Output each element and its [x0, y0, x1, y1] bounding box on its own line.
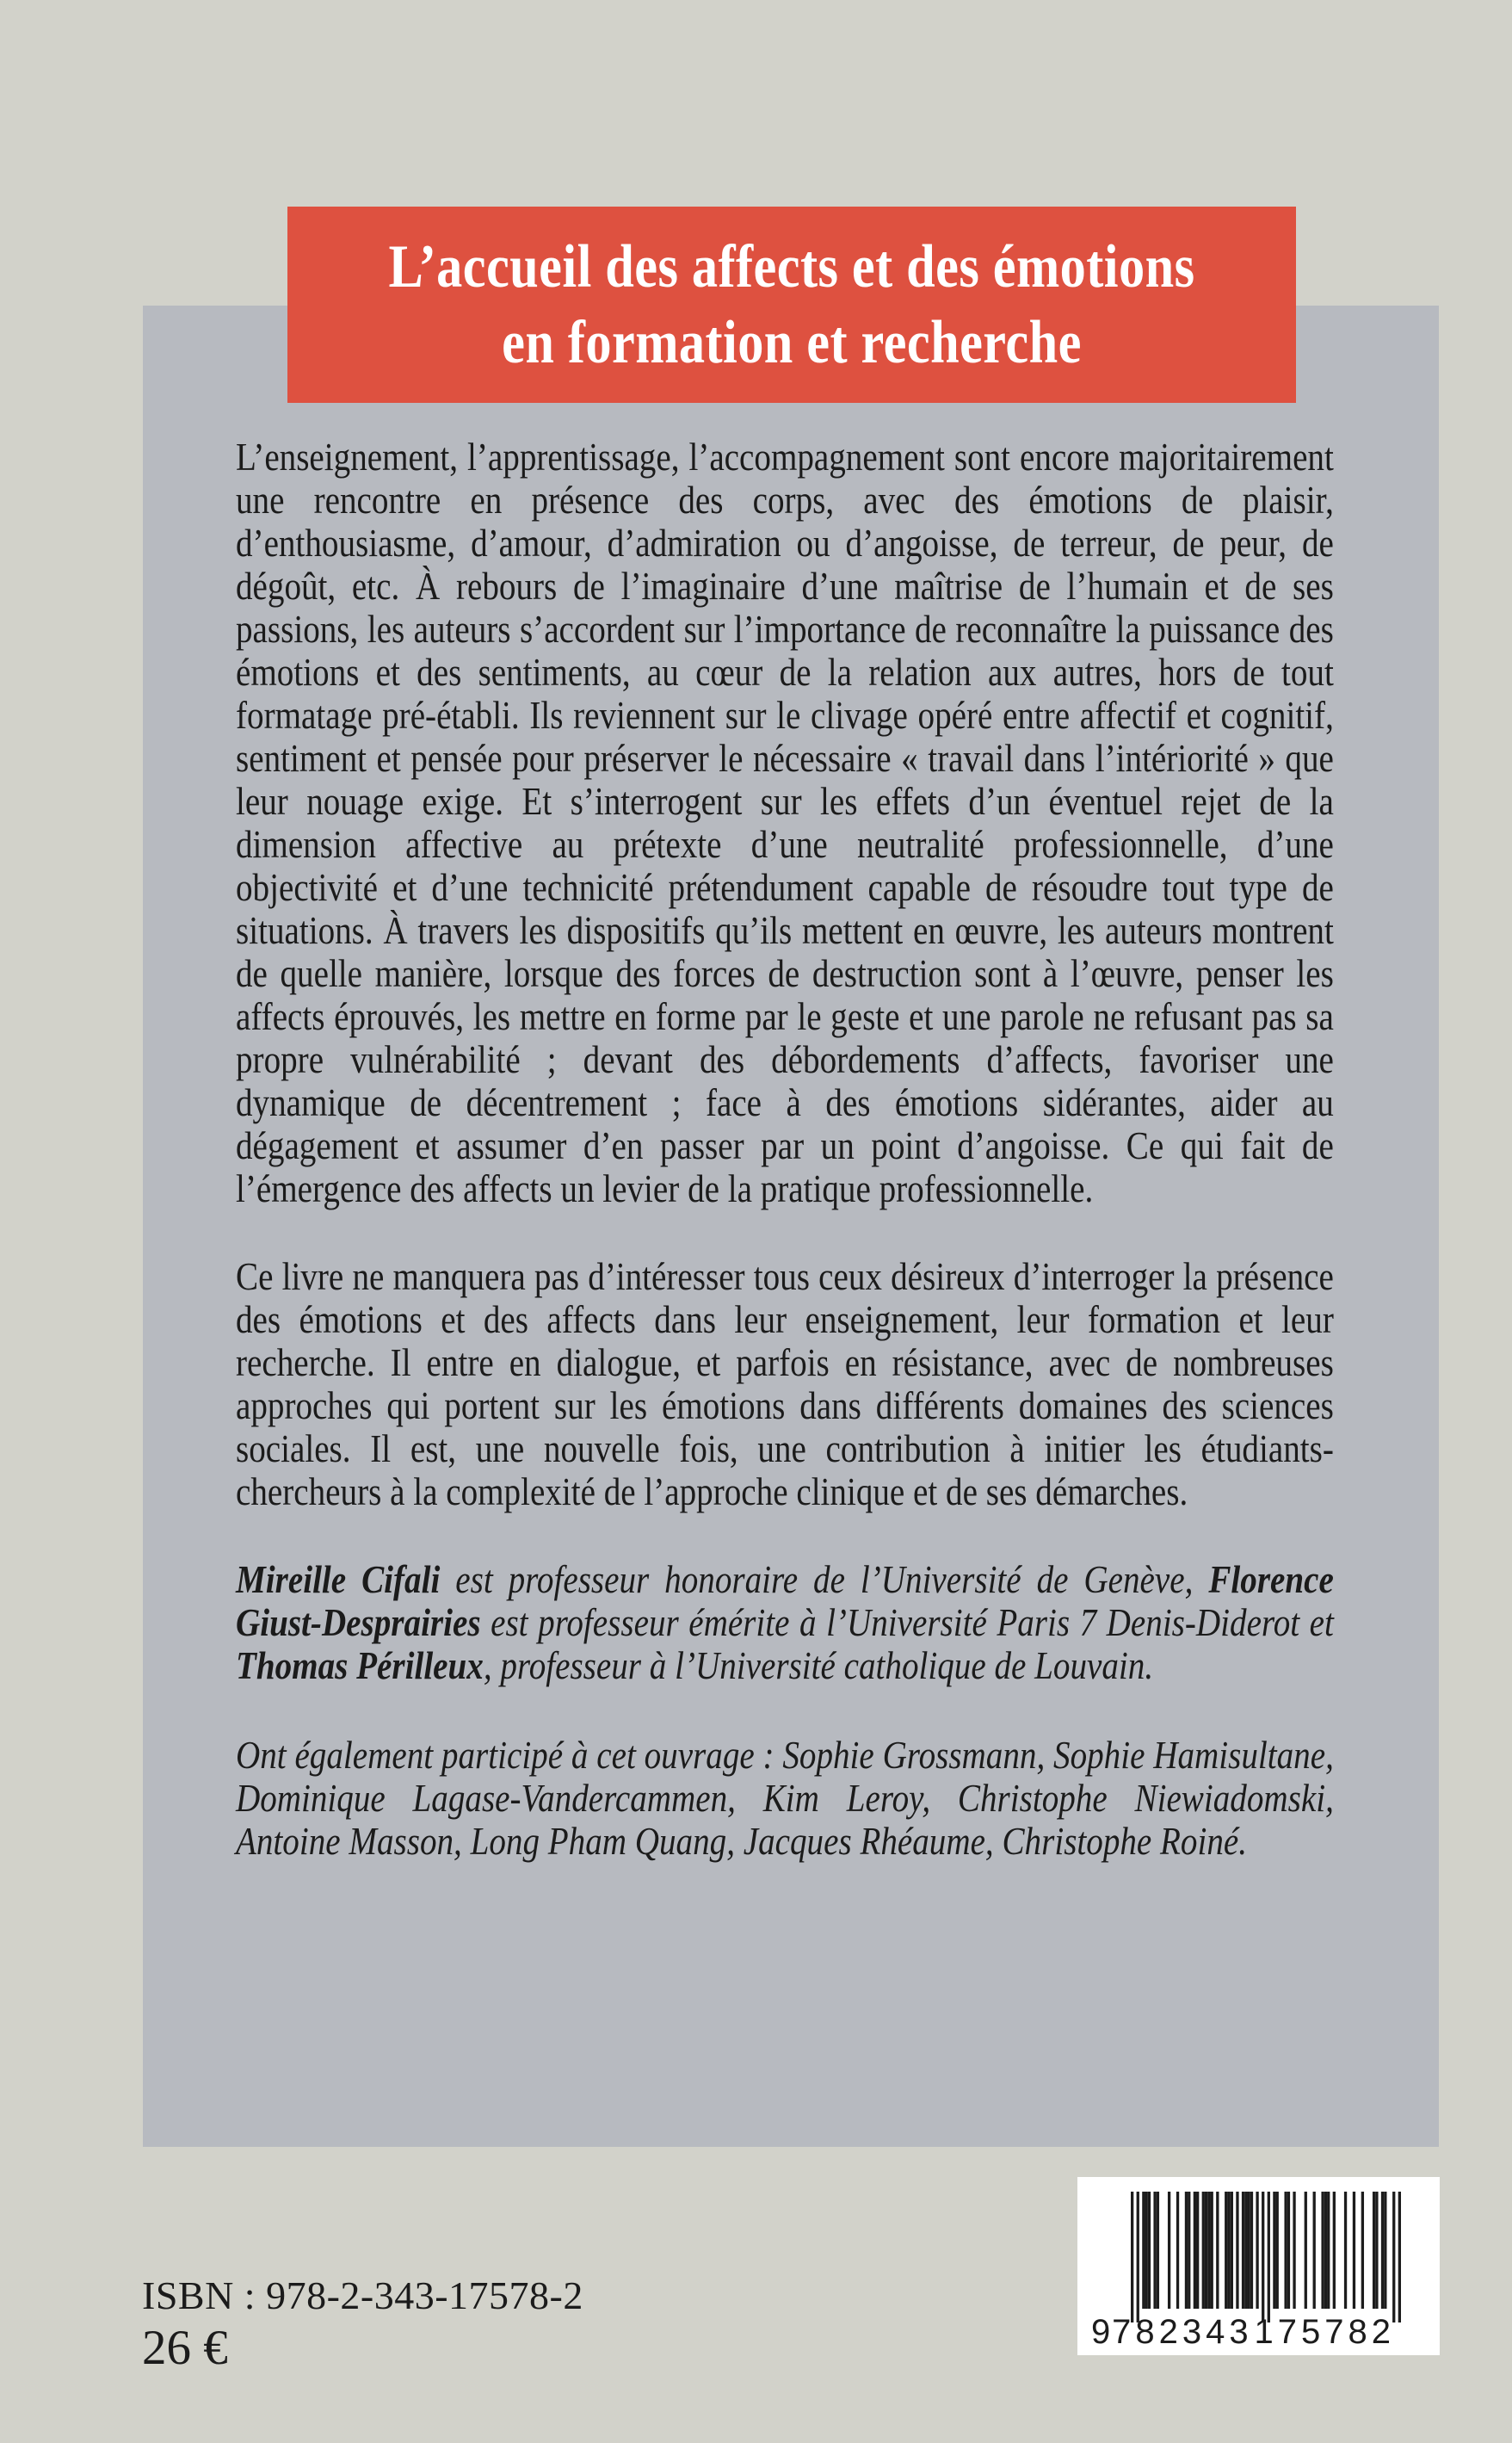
barcode-digits — [1091, 2313, 1395, 2352]
synopsis-paragraph-2: Ce livre ne manquera pas d’intéresser tous ceux désireux d’interroger la présence des émotions et des affects dans leur enseignement, leur formation et leur recherche. Il entre en dialogue, et parfois en résistance, avec de nombreuses approches qui portent sur les émotions dans différents domaines des sciences sociales. Il est, une nouvelle fois, une contribution à initier les étudiants-chercheurs à la complexité de l’approche clinique et de ses démarches. — [236, 1254, 1334, 1513]
author-name: Thomas Périlleux — [236, 1643, 484, 1687]
isbn-label: ISBN : 978-2-343-17578-2 — [142, 2273, 583, 2317]
barcode-icon — [1131, 2192, 1401, 2322]
authors-note-text: est professeur émérite à l’Université Paris 7 Denis-Diderot et — [480, 1600, 1334, 1644]
back-cover-text — [236, 436, 1334, 1863]
book-title — [363, 229, 1220, 380]
isbn-price-block — [142, 2274, 583, 2375]
barcode-panel — [1077, 2177, 1440, 2355]
author-name: Florence Giust-Desprairies — [236, 1557, 1334, 1644]
author-name: Mireille Cifali — [236, 1557, 441, 1601]
authors-note-text: , professeur à l’Université catholique de Louvain. — [483, 1643, 1154, 1687]
barcode-digit-group: 9 — [1091, 2313, 1111, 2351]
title-line-2: en formation et recherche — [502, 309, 1082, 376]
barcode-digit-group: 782343 — [1112, 2313, 1253, 2351]
contributors-note: Ont également participé à cet ouvrage : Sophie Grossmann, Sophie Hamisultane, Dominique Lagase-Vandercammen, Kim Leroy, Christophe Niewiadomski, Antoine Masson, Long Pham Quang, Jacques Rhéaume, Christophe Roiné. — [236, 1733, 1334, 1863]
authors-note-text: est professeur honoraire de l’Université de Genève, — [440, 1557, 1209, 1601]
barcode-digit-group: 175782 — [1254, 2313, 1395, 2351]
price-label: 26 € — [142, 2320, 228, 2375]
authors-note — [236, 1558, 1334, 1687]
title-banner — [287, 207, 1296, 403]
synopsis-paragraph-1: L’enseignement, l’apprentissage, l’accompagnement sont encore majoritairement une rencontre en présence des corps, avec des émotions de plaisir, d’enthousiasme, d’amour, d’admiration ou d’angoisse, de terreur, de peur, de dégoût, etc. À rebours de l’imaginaire d’une maîtrise de l’humain et de ses passions, les auteurs s’accordent sur l’importance de reconnaître la puissance des émotions et des sentiments, au cœur de la relation aux autres, hors de tout formatage pré-établi. Ils reviennent sur le clivage opéré entre affectif et cognitif, sentiment et pensée pour préserver le nécessaire « travail dans l’intériorité » que leur nouage exige. Et s’interrogent sur les effets d’un éventuel rejet de la dimension affective au prétexte d’une neutralité professionnelle, d’une objectivité et d’une technicité prétendument capable de résoudre tout type de situations. À travers les dispositifs qu’ils mettent en œuvre, les auteurs montrent de quelle manière, lorsque des forces de destruction sont à l’œuvre, penser les affects éprouvés, les mettre en forme par le geste et une parole ne refusant pas sa propre vulnérabilité ; devant des débordements d’affects, favoriser une dynamique de décentrement ; face à des émotions sidérantes, aider au dégagement et assumer d’en passer par un point d’angoisse. Ce qui fait de l’émergence des affects un levier de la pratique professionnelle. — [236, 435, 1334, 1210]
title-line-1: L’accueil des affects et des émotions — [388, 233, 1195, 300]
